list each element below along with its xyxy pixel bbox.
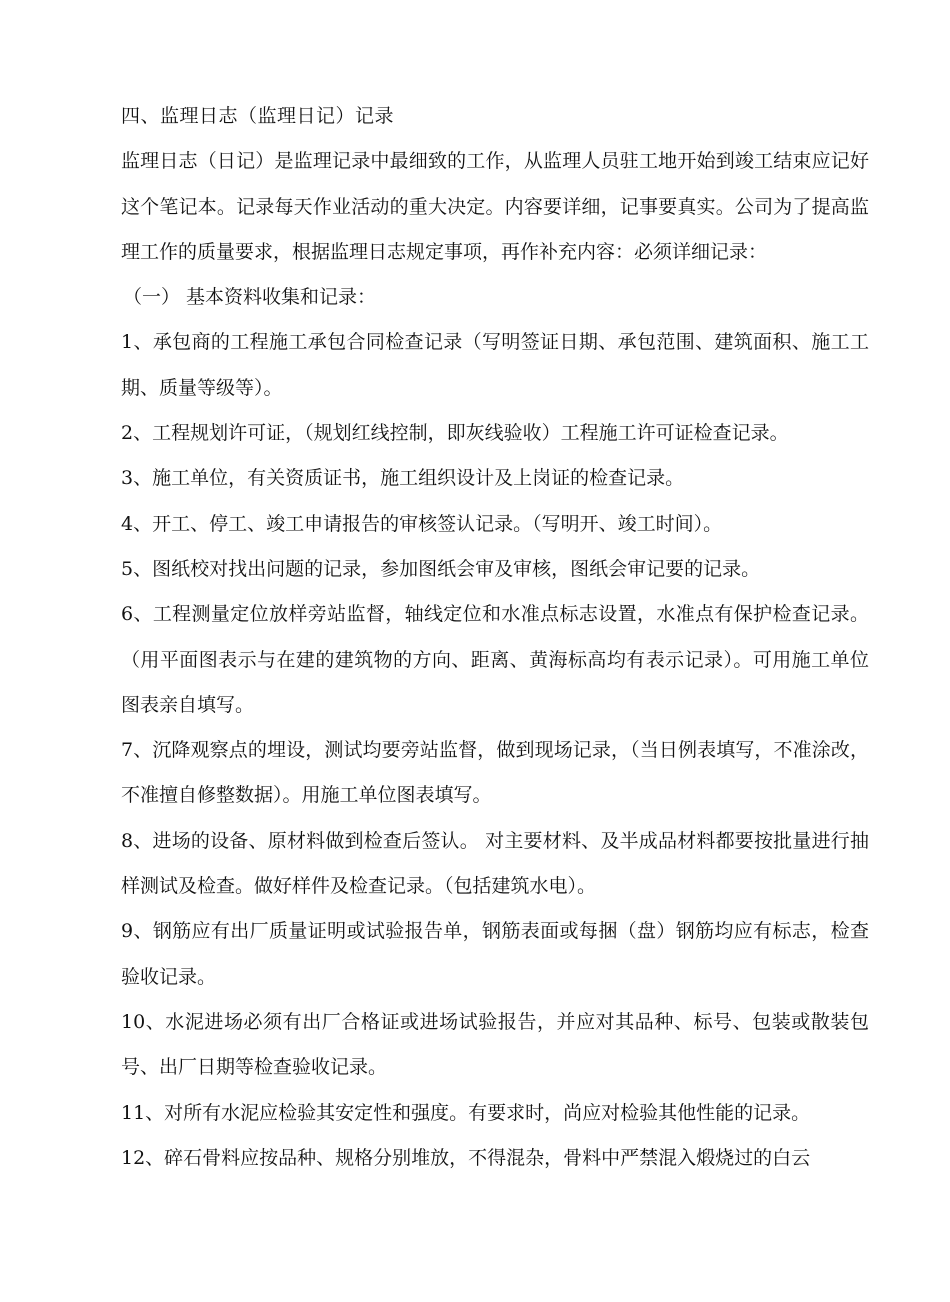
section-title: 四、监理日志（监理日记）记录 (121, 105, 395, 127)
list-item: 1、承包商的工程施工承包合同检查记录（写明签证日期、承包范围、建筑面积、施工工期、质量等级等）。 (121, 331, 869, 399)
list-item: 8、进场的设备、原材料做到检查后签认。 对主要材料、及半成品材料都要按批量进行抽样测试及检查。做好样件及检查记录。（包括建筑水电）。 (121, 829, 869, 898)
list-item: 5、图纸校对找出问题的记录，参加图纸会审及审核，图纸会审记要的记录。 (121, 557, 761, 580)
list-item: 11、对所有水泥应检验其安定性和强度。有要求时，尚应对检验其他性能的记录。 (121, 1101, 811, 1124)
list-item: 10、水泥进场必须有出厂合格证或进场试验报告，并应对其品种、标号、包装或散装包号、出厂日期等检查验收记录。 (121, 1010, 869, 1079)
intro-paragraph: 监理日志（日记）是监理记录中最细致的工作，从监理人员驻工地开始到竣工结束应记好这个笔记本。记录每天作业活动的重大决定。内容要详细，记事要真实。公司为了提高监理工作的质量要求，根据监理日志规定事项，再作补充内容：必须详细记录： (121, 150, 869, 263)
document-body (121, 94, 869, 1181)
list-item: 3、施工单位，有关资质证书，施工组织设计及上岗证的检查记录。 (121, 467, 685, 490)
list-item: 2、工程规划许可证，（规划红线控制，即灰线验收）工程施工许可证检查记录。 (121, 422, 789, 445)
list-item: 4、开工、停工、竣工申请报告的审核签认记录。（写明开、竣工时间）。 (121, 512, 723, 535)
list-item: 7、沉降观察点的埋设，测试均要旁站监督，做到现场记录，（当日例表填写，不准涂改，不准擅自修整数据）。用施工单位图表填写。 (121, 739, 869, 807)
list-item: 12、碎石骨料应按品种、规格分别堆放，不得混杂，骨料中严禁混入煅烧过的白云 (121, 1146, 811, 1169)
list-item: 9、钢筋应有出厂质量证明或试验报告单，钢筋表面或每捆（盘）钢筋均应有标志，检查验收记录。 (121, 920, 869, 988)
list-item: 6、工程测量定位放样旁站监督，轴线定位和水准点标志设置，水准点有保护检查记录。（用平面图表示与在建的建筑物的方向、距离、黄海标高均有表示记录）。可用施工单位图表亲自填写。 (121, 603, 869, 716)
subsection-title: （一） 基本资料收集和记录： (123, 286, 377, 309)
